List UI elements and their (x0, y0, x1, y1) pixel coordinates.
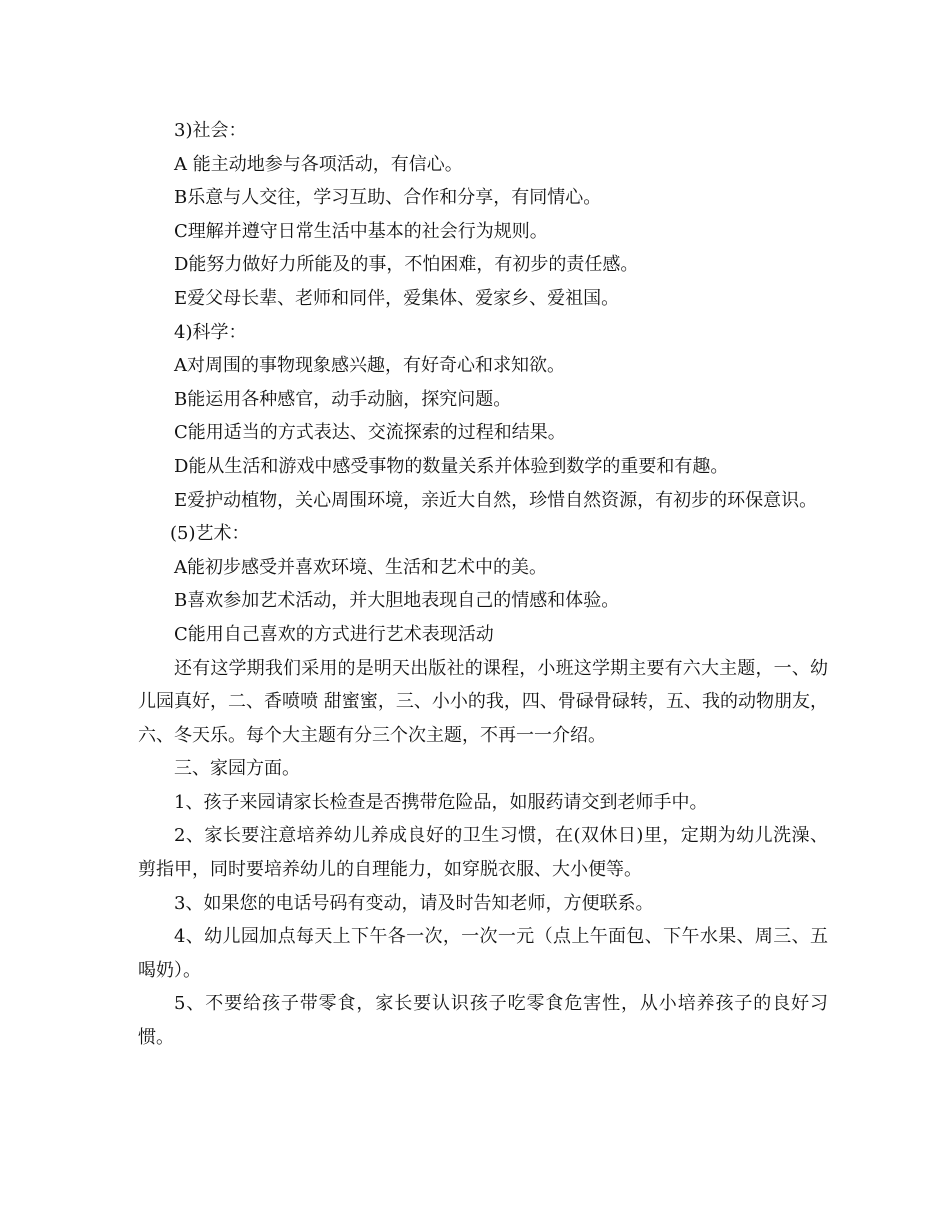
list-item: 3、如果您的电话号码有变动，请及时告知老师，方便联系。 (174, 892, 654, 914)
section-heading-home-school: 三、家园方面。 (174, 758, 300, 780)
paragraph: B能运用各种感官，动手动脑，探究问题。 (174, 388, 512, 410)
paragraph: D能从生活和游戏中感受事物的数量关系并体验到数学的重要和有趣。 (174, 455, 729, 477)
section-heading-science: 4)科学： (174, 321, 247, 343)
section-heading-social: 3)社会： (174, 120, 247, 141)
document-body (138, 114, 828, 1055)
paragraph: 还有这学期我们采用的是明天出版社的课程，小班这学期主要有六大主题，一、幼儿园真好，二、香喷喷 甜蜜蜜，三、小小的我，四、骨碌骨碌转，五、我的动物朋友，六、冬天乐。每个大主题有分三个次主题，不再一一介绍。 (138, 657, 828, 746)
paragraph: C能用适当的方式表达、交流探索的过程和结果。 (174, 422, 566, 444)
list-item: 2、家长要注意培养幼儿养成良好的卫生习惯，在(双休日)里，定期为幼儿洗澡、剪指甲，同时要培养幼儿的自理能力，如穿脱衣服、大小便等。 (138, 825, 828, 881)
paragraph: C理解并遵守日常生活中基本的社会行为规则。 (174, 220, 548, 242)
paragraph: E爱父母长辈、老师和同伴，爱集体、爱家乡、爱祖国。 (174, 287, 620, 309)
paragraph: A对周围的事物现象感兴趣，有好奇心和求知欲。 (174, 355, 565, 377)
list-item: 5、不要给孩子带零食，家长要认识孩子吃零食危害性，从小培养孩子的良好习惯。 (138, 993, 828, 1049)
paragraph: B喜欢参加艺术活动，并大胆地表现自己的情感和体验。 (174, 590, 620, 612)
paragraph: A能初步感受并喜欢环境、生活和艺术中的美。 (174, 556, 547, 578)
paragraph: B乐意与人交往，学习互助、合作和分享，有同情心。 (174, 187, 602, 209)
paragraph: C能用自己喜欢的方式进行艺术表现活动 (174, 623, 494, 645)
paragraph: E爱护动植物，关心周围环境，亲近大自然，珍惜自然资源，有初步的环保意识。 (174, 489, 818, 511)
paragraph: A 能主动地参与各项活动，有信心。 (174, 153, 463, 175)
list-item: 1、孩子来园请家长检查是否携带危险品，如服药请交到老师手中。 (174, 791, 708, 813)
paragraph: D能努力做好力所能及的事，不怕困难，有初步的责任感。 (174, 254, 639, 276)
section-heading-art: (5)艺术： (170, 523, 250, 545)
list-item: 4、幼儿园加点每天上下午各一次，一次一元（点上午面包、下午水果、周三、五喝奶）。 (138, 926, 828, 981)
